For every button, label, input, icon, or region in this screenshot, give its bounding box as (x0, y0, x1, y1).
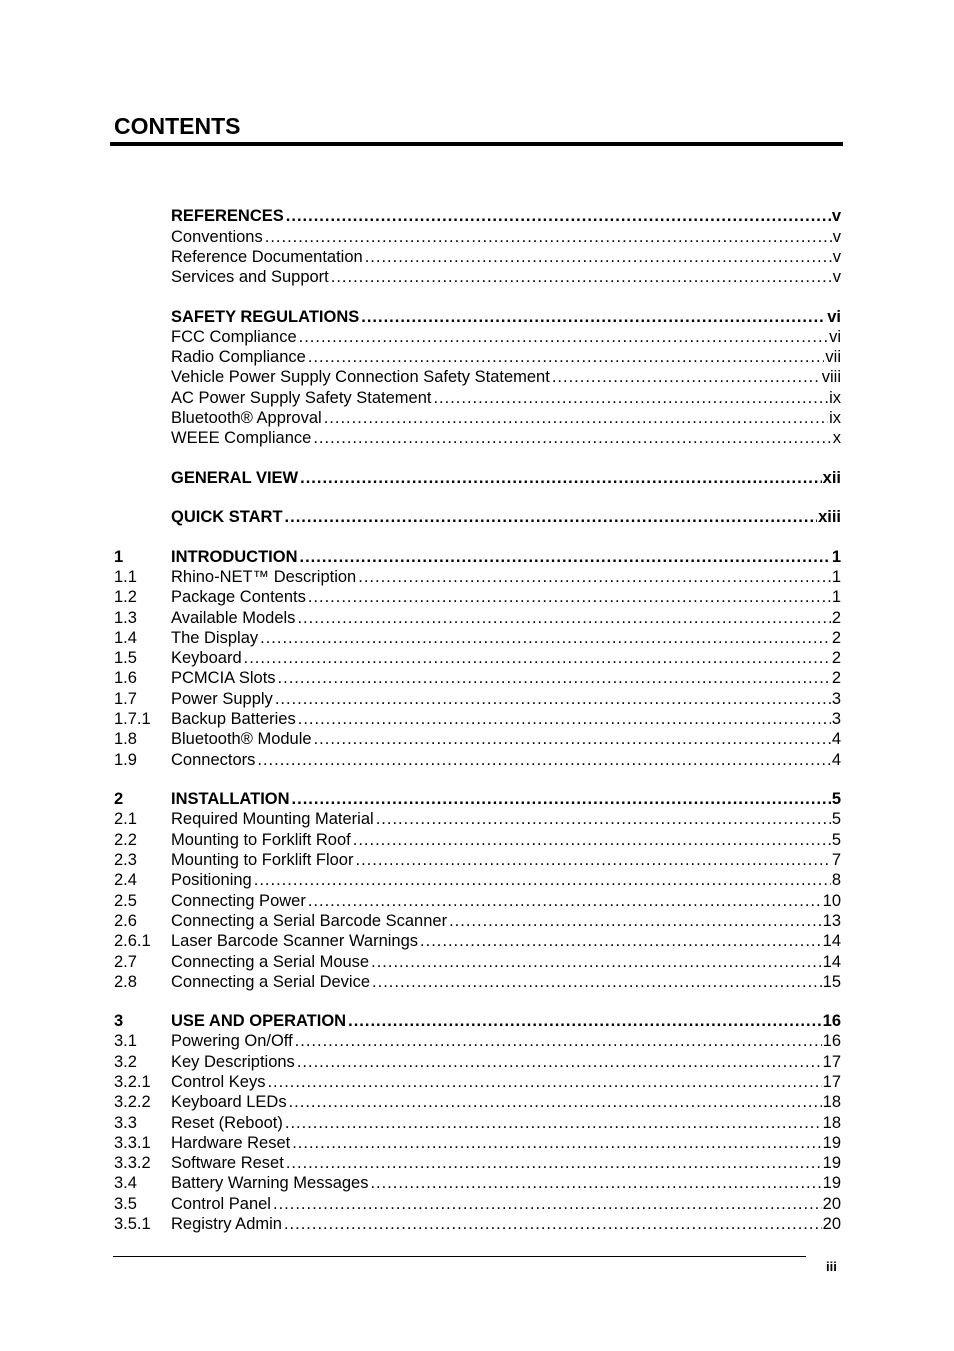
toc-entry-line (171, 408, 841, 428)
page-title: CONTENTS (114, 113, 241, 139)
toc-entry-title: Radio Compliance (171, 348, 306, 366)
toc-entry-line (171, 547, 841, 567)
toc-entry (0, 1113, 954, 1133)
toc-entry-number: 1.9 (114, 751, 137, 769)
toc-entry-title: Backup Batteries (171, 710, 296, 728)
toc-entry (0, 1011, 954, 1031)
toc-entry-title: Control Keys (171, 1073, 266, 1091)
toc-entry-page: 17 (822, 1053, 841, 1071)
toc-entry-title: AC Power Supply Safety Statement (171, 389, 432, 407)
toc-entry-title: Connecting a Serial Device (171, 973, 371, 991)
toc-entry (0, 628, 954, 648)
toc-entry-line (171, 587, 841, 607)
toc-entry-page: 15 (822, 973, 841, 991)
dot-leader (370, 1173, 821, 1193)
toc-entry (0, 809, 954, 829)
toc-entry (0, 729, 954, 749)
dot-leader (257, 750, 830, 770)
toc-entry (0, 789, 954, 809)
toc-entry-number: 1.7 (114, 690, 137, 708)
toc-entry (0, 709, 954, 729)
toc-entry-number: 2.1 (114, 810, 137, 828)
toc-entry-number: 2.8 (114, 973, 137, 991)
toc-entry-title: Connectors (171, 751, 256, 769)
toc-entry-number: 1.3 (114, 609, 137, 627)
dot-leader (265, 227, 832, 247)
dot-leader (299, 327, 828, 347)
toc-entry-page: xii (822, 469, 841, 487)
toc-entry-page: 19 (822, 1134, 841, 1152)
toc-entry-page: 4 (831, 730, 841, 748)
toc-entry-page: 20 (822, 1195, 841, 1213)
toc-entry-page: v (831, 207, 841, 225)
toc-entry-line (171, 1092, 841, 1112)
toc-entry-title: Mounting to Forklift Roof (171, 831, 351, 849)
toc-entry-line (171, 327, 841, 347)
toc-entry-number: 3.2 (114, 1053, 137, 1071)
toc-entry-number: 2.5 (114, 892, 137, 910)
title-underline (110, 142, 843, 146)
toc-entry-page: 14 (822, 953, 841, 971)
toc-entry-line (171, 1031, 841, 1051)
toc-entry-number: 3.3.1 (114, 1134, 151, 1152)
dot-leader (284, 1214, 822, 1234)
toc-entry-line (171, 307, 841, 327)
dot-leader (314, 729, 831, 749)
toc-entry-line (171, 1173, 841, 1193)
toc-entry-title: Conventions (171, 228, 263, 246)
toc-entry-title: Battery Warning Messages (171, 1174, 369, 1192)
toc-entry-number: 1.8 (114, 730, 137, 748)
toc-entry-line (171, 870, 841, 890)
toc-entry-line (171, 608, 841, 628)
toc-entry-title: Available Models (171, 609, 296, 627)
toc-entry-line (171, 247, 841, 267)
toc-entry (0, 468, 954, 488)
toc-entry-title: Laser Barcode Scanner Warnings (171, 932, 419, 950)
dot-leader (358, 567, 831, 587)
toc-entry-page: xiii (818, 508, 841, 526)
toc-entry (0, 1153, 954, 1173)
toc-entry (0, 227, 954, 247)
dot-leader (300, 547, 831, 567)
toc-entry-number: 3.4 (114, 1174, 137, 1192)
toc-entry-title: PCMCIA Slots (171, 669, 276, 687)
toc-entry-page: 1 (831, 588, 841, 606)
toc-entry (0, 911, 954, 931)
dot-leader (331, 267, 832, 287)
toc-entry-title: Reset (Reboot) (171, 1114, 283, 1132)
toc-entry-title: Reference Documentation (171, 248, 363, 266)
dot-leader (348, 1011, 822, 1031)
toc-entry-title: Vehicle Power Supply Connection Safety Statement (171, 368, 550, 386)
toc-entry-title: Hardware Reset (171, 1134, 291, 1152)
toc-entry-number: 2 (114, 790, 124, 808)
toc-entry-line (171, 709, 841, 729)
toc-entry-page: 2 (831, 609, 841, 627)
toc-entry-number: 3.3.2 (114, 1154, 151, 1172)
dot-leader (289, 1092, 822, 1112)
toc-entry-title: SAFETY REGULATIONS (171, 308, 360, 326)
toc-entry-number: 1.7.1 (114, 710, 151, 728)
toc-entry (0, 327, 954, 347)
toc-entry (0, 367, 954, 387)
toc-entry-title: INSTALLATION (171, 790, 290, 808)
toc-entry-page: vi (827, 308, 841, 326)
dot-leader (308, 891, 822, 911)
toc-entry (0, 891, 954, 911)
dot-leader (372, 972, 822, 992)
toc-entry-line (171, 1072, 841, 1092)
dot-leader (420, 931, 822, 951)
dot-leader (308, 587, 831, 607)
toc-entry-title: Connecting a Serial Mouse (171, 953, 370, 971)
toc-entry-line (171, 648, 841, 668)
toc-entry-page: 5 (831, 831, 841, 849)
dot-leader (286, 1153, 822, 1173)
toc-entry (0, 1031, 954, 1051)
toc-entry (0, 668, 954, 688)
toc-entry-line (171, 789, 841, 809)
toc-entry-page: 1 (831, 568, 841, 586)
toc-entry-line (171, 227, 841, 247)
toc-entry (0, 428, 954, 448)
toc-entry-page: 18 (822, 1093, 841, 1111)
toc-entry-title: Bluetooth® Module (171, 730, 312, 748)
toc-entry-page: 10 (822, 892, 841, 910)
toc-entry (0, 1133, 954, 1153)
toc-entry-page: 4 (831, 751, 841, 769)
toc-entry-page: 18 (822, 1114, 841, 1132)
toc-entry-line (171, 1011, 841, 1031)
toc-entry-page: 2 (831, 649, 841, 667)
toc-entry-title: Services and Support (171, 268, 329, 286)
toc-entry-line (171, 931, 841, 951)
toc-entry-title: REFERENCES (171, 207, 284, 225)
toc-entry-title: WEEE Compliance (171, 429, 312, 447)
toc-entry-line (171, 750, 841, 770)
toc-entry-number: 2.6.1 (114, 932, 151, 950)
toc-entry-number: 1.6 (114, 669, 137, 687)
dot-leader (260, 628, 831, 648)
toc-entry-page: 1 (831, 548, 841, 566)
dot-leader (371, 952, 822, 972)
toc-entry-line (171, 668, 841, 688)
toc-entry-page: viii (821, 368, 841, 386)
dot-leader (313, 428, 831, 448)
toc-entry (0, 850, 954, 870)
toc-entry-number: 3.3 (114, 1114, 137, 1132)
toc-entry-number: 3.2.1 (114, 1073, 151, 1091)
dot-leader (376, 809, 831, 829)
toc-entry-line (171, 1133, 841, 1153)
toc-entry-page: vi (829, 328, 841, 346)
toc-entry-number: 1.4 (114, 629, 137, 647)
dot-leader (365, 247, 832, 267)
toc-entry (0, 347, 954, 367)
dot-leader (244, 648, 831, 668)
toc-entry-title: Connecting a Serial Barcode Scanner (171, 912, 448, 930)
toc-entry-line (171, 507, 841, 527)
toc-entry-title: QUICK START (171, 508, 283, 526)
toc-entry-page: 3 (831, 710, 841, 728)
toc-entry-number: 2.4 (114, 871, 137, 889)
toc-entry-number: 1.2 (114, 588, 137, 606)
dot-leader (449, 911, 822, 931)
toc-entry-title: GENERAL VIEW (171, 469, 299, 487)
dot-leader (285, 1113, 822, 1133)
toc-entry-line (171, 729, 841, 749)
toc-entry (0, 247, 954, 267)
toc-entry-number: 3.5 (114, 1195, 137, 1213)
toc-entry (0, 547, 954, 567)
toc-entry (0, 1092, 954, 1112)
toc-entry-title: Software Reset (171, 1154, 284, 1172)
toc-entry (0, 1214, 954, 1234)
toc-entry-line (171, 830, 841, 850)
toc-entry-line (171, 267, 841, 287)
toc-entry-title: Package Contents (171, 588, 306, 606)
toc-entry-line (171, 911, 841, 931)
toc-entry-line (171, 850, 841, 870)
toc-entry-line (171, 367, 841, 387)
toc-entry-number: 1 (114, 548, 124, 566)
toc-entry (0, 750, 954, 770)
toc-entry-title: Rhino-NET™ Description (171, 568, 357, 586)
toc-entry-page: 20 (822, 1215, 841, 1233)
toc-entry-page: v (832, 268, 841, 286)
toc-entry-title: Mounting to Forklift Floor (171, 851, 354, 869)
dot-leader (433, 388, 828, 408)
toc-entry (0, 307, 954, 327)
toc-entry (0, 931, 954, 951)
toc-entry-line (171, 388, 841, 408)
toc-entry-line (171, 468, 841, 488)
toc-entry (0, 408, 954, 428)
toc-entry-page: 13 (822, 912, 841, 930)
toc-entry (0, 1052, 954, 1072)
toc-entry (0, 870, 954, 890)
toc-entry (0, 507, 954, 527)
toc-entry-line (171, 428, 841, 448)
toc-entry-title: Registry Admin (171, 1215, 282, 1233)
toc-entry (0, 648, 954, 668)
toc-entry-page: v (832, 228, 841, 246)
dot-leader (273, 1194, 822, 1214)
toc-entry-number: 1.5 (114, 649, 137, 667)
dot-leader (285, 507, 818, 527)
toc-entry-number: 3.1 (114, 1032, 137, 1050)
dot-leader (361, 307, 826, 327)
dot-leader (267, 1072, 821, 1092)
toc-entry-number: 2.6 (114, 912, 137, 930)
toc-entry (0, 689, 954, 709)
toc-entry-number: 2.2 (114, 831, 137, 849)
dot-leader (295, 1031, 822, 1051)
toc-entry-title: Keyboard LEDs (171, 1093, 287, 1111)
toc-entry-title: INTRODUCTION (171, 548, 298, 566)
toc-entry-page: v (832, 248, 841, 266)
toc-entry-number: 2.3 (114, 851, 137, 869)
dot-leader (297, 608, 830, 628)
toc-entry-title: USE AND OPERATION (171, 1012, 347, 1030)
toc-entry-line (171, 628, 841, 648)
toc-entry-line (171, 952, 841, 972)
dot-leader (300, 468, 822, 488)
dot-leader (286, 206, 831, 226)
toc-entry-page: 7 (831, 851, 841, 869)
toc-entry-page: 5 (831, 790, 841, 808)
toc-entry-page: 17 (822, 1073, 841, 1091)
toc-entry-line (171, 347, 841, 367)
dot-leader (355, 850, 830, 870)
toc-entry-line (171, 1153, 841, 1173)
toc-entry-page: 2 (831, 629, 841, 647)
dot-leader (254, 870, 831, 890)
dot-leader (275, 689, 831, 709)
toc-entry-title: FCC Compliance (171, 328, 297, 346)
dot-leader (353, 830, 831, 850)
toc-entry-line (171, 1194, 841, 1214)
toc-entry-page: 16 (822, 1032, 841, 1050)
toc-entry-page: x (832, 429, 841, 447)
toc-entry-line (171, 1052, 841, 1072)
toc-entry-page: 16 (822, 1012, 841, 1030)
toc-entry-line (171, 689, 841, 709)
toc-entry-page: ix (829, 389, 841, 407)
toc-entry-line (171, 809, 841, 829)
dot-leader (292, 1133, 821, 1153)
toc-entry-title: Control Panel (171, 1195, 271, 1213)
toc-entry (0, 1194, 954, 1214)
dot-leader (324, 408, 828, 428)
toc-entry-title: Connecting Power (171, 892, 306, 910)
toc-entry-title: Required Mounting Material (171, 810, 374, 828)
dot-leader (308, 347, 825, 367)
toc-entry-page: 3 (831, 690, 841, 708)
page-number: iii (826, 1259, 837, 1274)
toc-entry-page: 2 (831, 669, 841, 687)
toc-entry-page: 14 (822, 932, 841, 950)
toc-entry (0, 587, 954, 607)
dot-leader (278, 668, 831, 688)
toc-entry (0, 952, 954, 972)
toc-entry-line (171, 1113, 841, 1133)
toc-entry-line (171, 891, 841, 911)
toc-entry-number: 3.2.2 (114, 1093, 151, 1111)
dot-leader (298, 709, 831, 729)
footer-rule (113, 1256, 806, 1257)
toc-entry-title: Powering On/Off (171, 1032, 293, 1050)
toc-entry-page: vii (825, 348, 841, 366)
toc-entry-page: 5 (831, 810, 841, 828)
toc-entry-title: Key Descriptions (171, 1053, 295, 1071)
toc-entry-title: The Display (171, 629, 259, 647)
toc-entry (0, 206, 954, 226)
toc-entry-page: 8 (831, 871, 841, 889)
toc-entry-line (171, 567, 841, 587)
toc-entry (0, 608, 954, 628)
toc-entry-number: 2.7 (114, 953, 137, 971)
dot-leader (292, 789, 831, 809)
toc-entry-number: 3 (114, 1012, 124, 1030)
toc-entry (0, 1072, 954, 1092)
toc-entry-line (171, 206, 841, 226)
toc-entry-line (171, 1214, 841, 1234)
toc-entry (0, 1173, 954, 1193)
toc-entry-title: Bluetooth® Approval (171, 409, 322, 427)
toc-entry-title: Power Supply (171, 690, 273, 708)
toc-entry-number: 3.5.1 (114, 1215, 151, 1233)
toc-entry-page: ix (829, 409, 841, 427)
toc-entry-line (171, 972, 841, 992)
toc-entry-page: 19 (822, 1154, 841, 1172)
toc-entry-page: 19 (822, 1174, 841, 1192)
dot-leader (297, 1052, 822, 1072)
dot-leader (552, 367, 821, 387)
toc-entry (0, 567, 954, 587)
toc-entry-number: 1.1 (114, 568, 137, 586)
toc-entry (0, 830, 954, 850)
toc-entry (0, 388, 954, 408)
toc-entry-title: Keyboard (171, 649, 242, 667)
toc-entry-title: Positioning (171, 871, 252, 889)
toc-entry (0, 972, 954, 992)
toc-entry (0, 267, 954, 287)
